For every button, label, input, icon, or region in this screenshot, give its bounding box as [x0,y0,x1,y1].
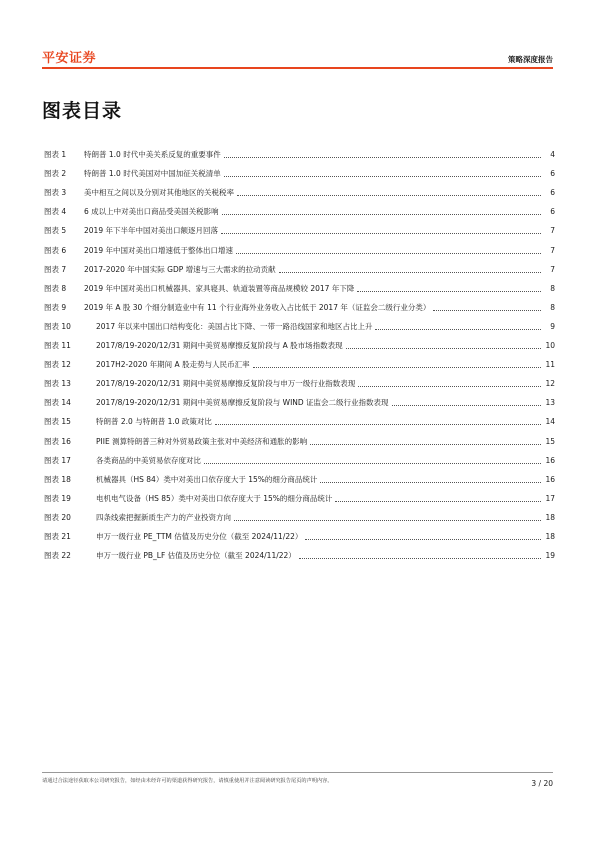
toc-dot-leader [433,309,541,311]
toc-entry-title: 2019 年 A 股 30 个细分制造业中有 11 个行业海外业务收入占比低于 2017 年（证监会二级行业分类） [84,302,431,312]
toc-entry[interactable] [44,217,555,236]
toc-entry[interactable] [44,389,555,408]
toc-dot-leader [310,443,541,445]
toc-entry-page: 18 [545,512,555,522]
toc-dot-leader [215,423,541,425]
toc-entry-page: 10 [545,341,555,351]
toc-entry-label: 图表 7 [44,264,67,274]
toc-entry[interactable] [44,332,555,351]
toc-entry-page: 6 [550,207,555,217]
figure-index-list [44,141,555,561]
toc-entry-title: 2017H2-2020 年期间 A 股走势与人民币汇率 [96,360,250,370]
toc-entry-title: 机械器具（HS 84）类中对美出口依存度大于 15%的细分商品统计 [96,474,318,484]
toc-entry-label: 图表 12 [44,360,71,370]
toc-entry-page: 7 [550,245,555,255]
toc-dot-leader [357,290,541,292]
header-divider [42,67,553,69]
toc-entry-label: 图表 22 [44,551,71,561]
toc-entry-title: 2019 年下半年中国对美出口额逐月回落 [84,226,218,236]
toc-entry[interactable] [44,523,555,542]
toc-entry-title: 特朗普 1.0 时代中美关系反复的重要事件 [84,150,221,160]
toc-entry-title: 特朗普 1.0 时代美国对中国加征关税清单 [84,169,221,179]
toc-entry-label: 图表 21 [44,531,71,541]
toc-entry-page: 18 [545,531,555,541]
toc-entry-label: 图表 16 [44,436,71,446]
toc-entry[interactable] [44,351,555,370]
toc-entry-title: 各类商品的中美贸易依存度对比 [96,455,201,465]
toc-entry-page: 4 [550,150,555,160]
toc-dot-leader [279,271,541,273]
toc-entry-page: 13 [545,398,555,408]
toc-entry-page: 15 [545,436,555,446]
toc-entry-label: 图表 18 [44,474,71,484]
toc-entry-label: 图表 3 [44,188,67,198]
toc-entry-page: 6 [550,169,555,179]
toc-entry-label: 图表 17 [44,455,71,465]
toc-entry-label: 图表 19 [44,493,71,503]
toc-dot-leader [299,557,541,559]
toc-entry-label: 图表 10 [44,321,71,331]
toc-entry-label: 图表 14 [44,398,71,408]
toc-entry[interactable] [44,313,555,332]
toc-entry-label: 图表 9 [44,302,67,312]
toc-entry-label: 图表 4 [44,207,67,217]
toc-dot-leader [392,404,541,406]
toc-dot-leader [358,385,541,387]
page-number: 3 / 20 [531,779,553,788]
toc-entry-page: 8 [550,302,555,312]
toc-entry-title: 特朗普 2.0 与特朗普 1.0 政策对比 [96,417,212,427]
footer-disclaimer: 请通过合法途径获取本公司研究报告，如经由未经许可的渠道获得研究报告，请慎重使用并注意阅读研究报告尾页的声明内容。 [42,778,333,784]
toc-entry[interactable] [44,141,555,160]
toc-dot-leader [224,156,541,158]
toc-dot-leader [237,194,541,196]
toc-entry-label: 图表 13 [44,379,71,389]
toc-entry-page: 7 [550,264,555,274]
toc-entry[interactable] [44,466,555,485]
toc-dot-leader [346,347,541,349]
toc-entry[interactable] [44,427,555,446]
toc-dot-leader [236,252,541,254]
toc-dot-leader [375,328,541,330]
toc-entry[interactable] [44,256,555,275]
toc-entry-title: 2019 年中国对美出口增速低于整体出口增速 [84,245,233,255]
toc-entry-page: 7 [550,226,555,236]
toc-entry[interactable] [44,275,555,294]
toc-entry-page: 16 [545,474,555,484]
toc-entry-title: PIIE 测算特朗普三种对外贸易政策主张对中美经济和通胀的影响 [96,436,308,446]
toc-entry-label: 图表 6 [44,245,67,255]
footer-divider [42,772,553,773]
toc-entry[interactable] [44,179,555,198]
toc-entry[interactable] [44,294,555,313]
toc-dot-leader [224,175,541,177]
toc-entry-page: 8 [550,283,555,293]
brand-logo: 平安证券 [42,51,97,66]
toc-entry-title: 申万一级行业 PE_TTM 估值及历史分位（截至 2024/11/22） [96,531,303,541]
toc-dot-leader [253,366,541,368]
toc-entry-page: 17 [545,493,555,503]
toc-entry-title: 2017/8/19-2020/12/31 期间中美贸易摩擦反复阶段与申万一级行业指数表现 [96,379,356,389]
toc-entry-title: 四条线索把握新质生产力的产业投资方向 [96,512,231,522]
toc-entry-page: 19 [545,551,555,561]
toc-dot-leader [204,462,541,464]
toc-entry-title: 6 成以上中对美出口商品受美国关税影响 [84,207,219,217]
toc-dot-leader [305,538,541,540]
toc-dot-leader [320,481,541,483]
toc-entry[interactable] [44,542,555,561]
toc-entry-label: 图表 11 [44,341,71,351]
toc-entry[interactable] [44,504,555,523]
toc-entry-page: 16 [545,455,555,465]
toc-entry-label: 图表 2 [44,169,67,179]
toc-entry-label: 图表 8 [44,283,67,293]
toc-entry[interactable] [44,160,555,179]
toc-entry[interactable] [44,485,555,504]
toc-entry[interactable] [44,236,555,255]
toc-entry-page: 14 [545,417,555,427]
toc-dot-leader [222,213,541,215]
toc-entry-title: 电机电气设备（HS 85）类中对美出口依存度大于 15%的细分商品统计 [96,493,333,503]
toc-entry-label: 图表 15 [44,417,71,427]
toc-entry[interactable] [44,198,555,217]
toc-dot-leader [335,500,541,502]
toc-entry-title: 2019 年中国对美出口机械器具、家具寝具、轨道装置等商品规模较 2017 年下降 [84,283,355,293]
toc-entry-page: 11 [545,360,555,370]
report-type-label: 策略深度报告 [508,55,553,64]
toc-entry-title: 2017-2020 年中国实际 GDP 增速与三大需求的拉动贡献 [84,264,276,274]
toc-entry-title: 申万一级行业 PB_LF 估值及历史分位（截至 2024/11/22） [96,551,296,561]
toc-entry-label: 图表 5 [44,226,67,236]
toc-entry-label: 图表 20 [44,512,71,522]
toc-dot-leader [234,519,541,521]
toc-entry-title: 2017 年以来中国出口结构变化：美国占比下降、一带一路沿线国家和地区占比上升 [96,321,373,331]
toc-entry-label: 图表 1 [44,150,67,160]
toc-entry-page: 12 [545,379,555,389]
toc-entry-title: 2017/8/19-2020/12/31 期间中美贸易摩擦反复阶段与 A 股市场指数表现 [96,341,343,351]
toc-entry-title: 美中相互之间以及分别对其他地区的关税税率 [84,188,234,198]
page-title: 图表目录 [42,100,123,122]
toc-entry[interactable] [44,370,555,389]
toc-entry-page: 9 [550,321,555,331]
toc-entry[interactable] [44,447,555,466]
toc-entry-page: 6 [550,188,555,198]
toc-dot-leader [221,232,541,234]
toc-entry-title: 2017/8/19-2020/12/31 期间中美贸易摩擦反复阶段与 WIND 证监会二级行业指数表现 [96,398,389,408]
toc-entry[interactable] [44,408,555,427]
